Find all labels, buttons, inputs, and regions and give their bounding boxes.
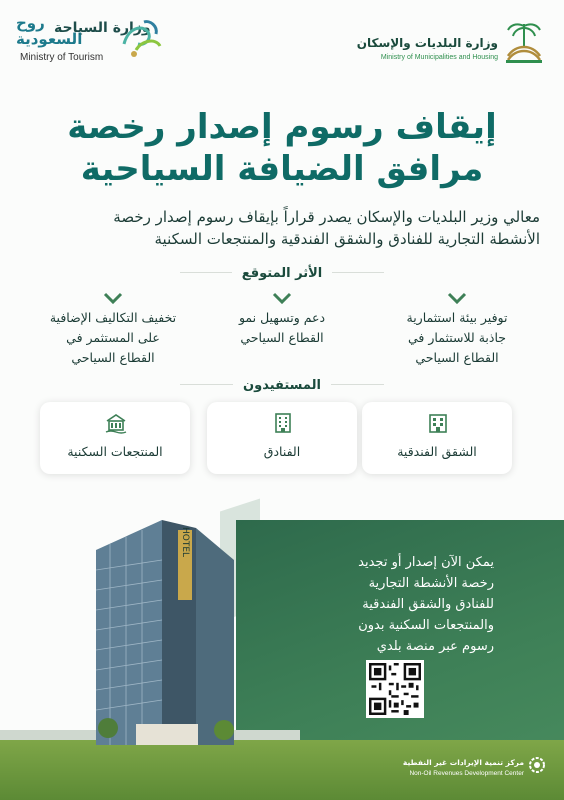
chevron-down-icon [447,292,467,304]
center-name-en: Non-Oil Revenues Development Center [409,770,524,777]
chevron-down-icon [272,292,292,304]
saudi-mark-line2: السعودية [16,30,83,48]
beneficiary-card [40,402,190,474]
impact-item [197,292,367,348]
beneficiary-label: الفنادق [263,444,301,459]
impact-item [372,292,542,368]
apartment-building-icon [427,412,449,434]
tourism-name-ar: وزارة السياحة [54,20,151,36]
ministry-of-municipalities-logo [356,18,546,74]
impact-line: القطاع السياحي [71,350,155,365]
chevron-down-icon [103,292,123,304]
impact-line: توفير بيئة استثمارية [406,310,508,325]
palm-swords-emblem-icon [502,18,546,68]
saudi-mark-line1: روح [16,14,45,32]
saudi-spirit-mark [14,12,83,52]
hotel-building-icon [272,412,294,434]
impact-line: القطاع السياحي [415,350,499,365]
impact-heading-text: الأثر المتوقع [232,266,333,281]
impact-item [28,292,198,368]
beneficiary-label: المنتجعات السكنية [67,444,163,459]
municipal-name-en: Ministry of Municipalities and Housing [380,54,498,61]
impact-line: القطاع السياحي [240,330,324,345]
resort-icon [105,412,127,434]
impact-line: تخفيف التكاليف الإضافية [49,310,177,325]
impact-heading [0,262,564,281]
impact-line: على المستثمر في [66,330,160,345]
hotel-tower-illustration [96,510,246,745]
beneficiaries-heading [0,374,564,393]
nordc-logo [396,754,546,784]
tourism-emblem-icon [118,14,166,62]
impact-line: جاذبة للاستثمار في [408,330,506,345]
page-title [20,106,544,190]
title-line-2: مرافق الضيافة السياحية [80,149,484,189]
nordc-emblem-icon [528,756,546,774]
beneficiary-card [362,402,512,474]
promo-line-5: رسوم عبر منصة بلدي [376,639,494,654]
promo-line-4: والمنتجعات السكنية بدون [358,618,494,633]
lead-line-1: معالي وزير البلديات والإسكان يصدر قراراً بإيقاف رسوم إصدار رخصة [113,208,540,226]
lead-paragraph [20,206,540,250]
beneficiary-card [207,402,357,474]
municipal-name-ar: وزارة البلديات والإسكان [356,36,498,50]
beneficiaries-heading-text: المستفيدون [233,378,331,393]
promo-line-1: يمكن الآن إصدار أو تجديد [358,555,494,570]
tourism-name-en: Ministry of Tourism [20,52,104,63]
center-name-ar: مركز تنمية الإيرادات غير النفطية [402,758,524,767]
lead-line-2: الأنشطة التجارية للفنادق والشقق الفندقية والمنتجعات السكنية [154,230,540,248]
promo-line-3: للفنادق والشقق الفندقية [362,597,494,612]
title-line-1: إيقاف رسوم إصدار رخصة [67,107,497,147]
beneficiary-label: الشقق الفندقية [397,444,477,459]
impact-line: دعم وتسهيل نمو [238,310,326,325]
qr-code[interactable] [366,660,424,718]
ministry-of-tourism-logo [14,12,164,72]
hotel-sign-text: HOTEL [180,526,190,558]
promo-text [358,552,494,657]
promo-line-2: رخصة الأنشطة التجارية [368,576,494,591]
